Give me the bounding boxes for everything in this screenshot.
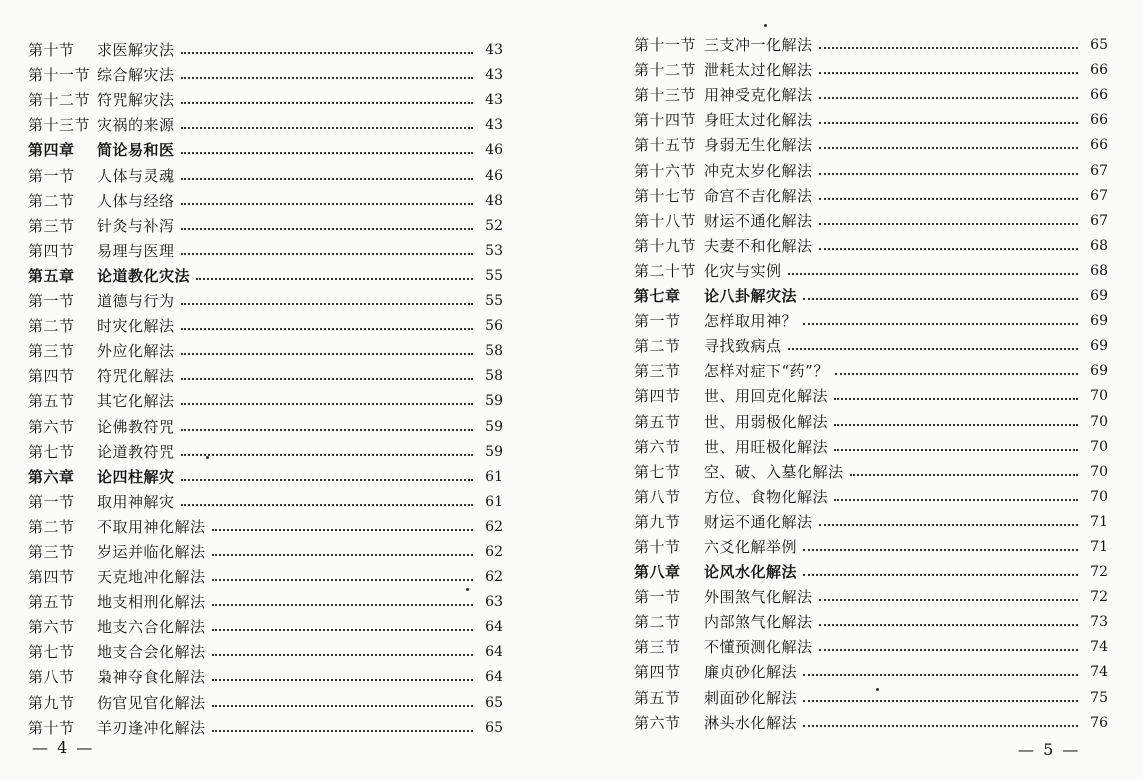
toc-section-label: 第四节 bbox=[28, 568, 75, 587]
toc-entry bbox=[634, 582, 1108, 607]
toc-entry bbox=[28, 160, 503, 185]
toc-page-number: 74 bbox=[1090, 639, 1108, 656]
scan-speck bbox=[764, 24, 767, 27]
toc-page-number: 46 bbox=[485, 167, 503, 184]
toc-page-number: 56 bbox=[485, 318, 503, 335]
toc-dot-leader bbox=[819, 147, 1078, 149]
toc-section-label: 第三节 bbox=[28, 216, 75, 235]
toc-dot-leader bbox=[788, 273, 1078, 275]
toc-section-label: 第二节 bbox=[634, 613, 681, 632]
toc-dot-leader bbox=[212, 529, 473, 531]
toc-dot-leader bbox=[181, 77, 473, 79]
toc-entry bbox=[28, 662, 503, 687]
toc-page-number: 65 bbox=[1090, 37, 1108, 54]
toc-entry-title: 其它化解法 bbox=[97, 392, 175, 411]
toc-page-number: 65 bbox=[485, 694, 503, 711]
toc-page-number: 43 bbox=[485, 42, 503, 59]
toc-entry-title: 论道教符咒 bbox=[97, 442, 175, 461]
toc-page-number: 69 bbox=[1090, 313, 1108, 330]
toc-section-label: 第七章 bbox=[634, 287, 681, 306]
toc-page-number: 66 bbox=[1090, 112, 1108, 129]
toc-section-label: 第一节 bbox=[634, 588, 681, 607]
toc-section-label: 第五节 bbox=[28, 392, 75, 411]
toc-entry-title: 化灾与实例 bbox=[704, 261, 782, 280]
toc-section-label: 第八节 bbox=[634, 487, 681, 506]
toc-page-number: 58 bbox=[485, 368, 503, 385]
toc-dot-leader bbox=[181, 253, 473, 255]
toc-entry bbox=[28, 85, 503, 110]
toc-dot-leader bbox=[819, 97, 1078, 99]
toc-dot-leader bbox=[212, 579, 473, 581]
toc-dot-leader bbox=[181, 127, 473, 129]
toc-dot-leader bbox=[181, 403, 473, 405]
toc-section-label: 第三节 bbox=[28, 342, 75, 361]
toc-entry-title: 三支冲一化解法 bbox=[704, 36, 813, 55]
toc-page-number: 48 bbox=[485, 192, 503, 209]
toc-page-number: 43 bbox=[485, 92, 503, 109]
toc-page-number: 61 bbox=[485, 493, 503, 510]
toc-entry-title: 刺面砂化解法 bbox=[704, 688, 798, 707]
toc-dot-leader bbox=[181, 178, 473, 180]
toc-section-label: 第十二节 bbox=[28, 91, 91, 110]
scan-speck bbox=[206, 456, 209, 459]
toc-entry-title: 身弱无生化解法 bbox=[704, 136, 813, 155]
toc-entry bbox=[634, 181, 1108, 206]
toc-entry-title: 符咒化解法 bbox=[97, 367, 175, 386]
toc-entry bbox=[634, 206, 1108, 231]
toc-entry-title: 外围煞气化解法 bbox=[704, 588, 813, 607]
toc-entry-title: 怎样取用神？ bbox=[704, 312, 798, 331]
toc-entry-title: 综合解灾法 bbox=[97, 66, 175, 85]
toc-entry-title: 世、用回克化解法 bbox=[704, 387, 829, 406]
toc-entry-title: 命宫不吉化解法 bbox=[704, 186, 813, 205]
toc-page-number: 68 bbox=[1090, 237, 1108, 254]
toc-dot-leader bbox=[181, 328, 473, 330]
toc-section-label: 第六节 bbox=[28, 618, 75, 637]
toc-section-label: 第五节 bbox=[28, 593, 75, 612]
toc-entry-title: 寻找致病点 bbox=[704, 337, 782, 356]
toc-dot-leader bbox=[819, 47, 1078, 49]
toc-entry-title: 方位、食物化解法 bbox=[704, 487, 829, 506]
toc-section-label: 第四章 bbox=[28, 141, 75, 160]
toc-page-number: 70 bbox=[1090, 438, 1108, 455]
right-page bbox=[634, 0, 1108, 780]
toc-page-number: 70 bbox=[1090, 413, 1108, 430]
toc-section-label: 第一节 bbox=[28, 492, 75, 511]
toc-section-label: 第七节 bbox=[28, 442, 75, 461]
toc-page-number: 53 bbox=[485, 242, 503, 259]
toc-entry bbox=[28, 361, 503, 386]
toc-page-number: 76 bbox=[1090, 714, 1108, 731]
toc-dot-leader bbox=[834, 398, 1078, 400]
toc-dot-leader bbox=[819, 649, 1078, 651]
toc-chapter-entry bbox=[634, 281, 1108, 306]
toc-section-label: 第十一节 bbox=[634, 36, 697, 55]
toc-page-number: 72 bbox=[1090, 589, 1108, 606]
toc-page-number: 43 bbox=[485, 67, 503, 84]
toc-dot-leader bbox=[181, 203, 473, 205]
toc-section-label: 第十节 bbox=[28, 41, 75, 60]
toc-page-number: 55 bbox=[485, 267, 503, 284]
toc-entry-title: 取用神解灾 bbox=[97, 492, 175, 511]
toc-section-label: 第五节 bbox=[634, 412, 681, 431]
left-page bbox=[28, 0, 503, 780]
toc-entry bbox=[634, 130, 1108, 155]
toc-page-number: 58 bbox=[485, 343, 503, 360]
toc-dot-leader bbox=[181, 454, 473, 456]
toc-page-number: 64 bbox=[485, 619, 503, 636]
toc-entry-title: 地支合会化解法 bbox=[97, 643, 206, 662]
toc-dot-leader bbox=[181, 102, 473, 104]
toc-page-number: 67 bbox=[1090, 187, 1108, 204]
toc-dot-leader bbox=[181, 152, 473, 154]
toc-dot-leader bbox=[850, 474, 1078, 476]
toc-dot-leader bbox=[834, 424, 1078, 426]
scan-speck bbox=[466, 588, 469, 591]
toc-entry bbox=[28, 186, 503, 211]
toc-section-label: 第十节 bbox=[28, 718, 75, 737]
toc-entry bbox=[28, 562, 503, 587]
toc-entry-title: 空、破、入墓化解法 bbox=[704, 462, 844, 481]
toc-entry bbox=[28, 286, 503, 311]
toc-page-number: 59 bbox=[485, 393, 503, 410]
toc-entry bbox=[28, 612, 503, 637]
toc-entry bbox=[634, 306, 1108, 331]
toc-entry bbox=[28, 587, 503, 612]
toc-page-number: 66 bbox=[1090, 62, 1108, 79]
toc-section-label: 第四节 bbox=[634, 387, 681, 406]
toc-dot-leader bbox=[819, 599, 1078, 601]
toc-entry bbox=[28, 687, 503, 712]
toc-section-label: 第七节 bbox=[634, 462, 681, 481]
toc-dot-leader bbox=[212, 629, 473, 631]
toc-entry bbox=[634, 331, 1108, 356]
toc-chapter-entry bbox=[634, 557, 1108, 582]
toc-dot-leader bbox=[181, 353, 473, 355]
toc-page-number: 75 bbox=[1090, 689, 1108, 706]
toc-section-label: 第七节 bbox=[28, 643, 75, 662]
toc-page-number: 67 bbox=[1090, 212, 1108, 229]
toc-page-number: 71 bbox=[1090, 538, 1108, 555]
toc-section-label: 第六节 bbox=[634, 713, 681, 732]
toc-entry-title: 天克地冲化解法 bbox=[97, 568, 206, 587]
toc-section-label: 第一节 bbox=[28, 166, 75, 185]
toc-entry-title: 财运不通化解法 bbox=[704, 512, 813, 531]
toc-section-label: 第十七节 bbox=[634, 186, 697, 205]
toc-dot-leader bbox=[819, 524, 1078, 526]
toc-entry bbox=[28, 386, 503, 411]
toc-section-label: 第五章 bbox=[28, 266, 75, 285]
toc-section-label: 第八章 bbox=[634, 563, 681, 582]
toc-page-number: 65 bbox=[485, 719, 503, 736]
toc-dot-leader bbox=[181, 479, 473, 481]
toc-entry-title: 身旺太过化解法 bbox=[704, 111, 813, 130]
toc-entry bbox=[28, 110, 503, 135]
toc-entry-title: 灾祸的来源 bbox=[97, 116, 175, 135]
toc-entry-title: 岁运并临化解法 bbox=[97, 542, 206, 561]
toc-entry-title: 地支相刑化解法 bbox=[97, 593, 206, 612]
toc-entry bbox=[634, 55, 1108, 80]
toc-dot-leader bbox=[834, 499, 1078, 501]
toc-dot-leader bbox=[819, 248, 1078, 250]
toc-entry-title: 内部煞气化解法 bbox=[704, 613, 813, 632]
toc-chapter-entry bbox=[28, 135, 503, 160]
toc-page-number: 52 bbox=[485, 217, 503, 234]
toc-page-number: 66 bbox=[1090, 87, 1108, 104]
toc-dot-leader bbox=[212, 679, 473, 681]
toc-dot-leader bbox=[181, 228, 473, 230]
toc-dot-leader bbox=[834, 449, 1078, 451]
toc-page-number: 70 bbox=[1090, 388, 1108, 405]
toc-entry-title: 时灾化解法 bbox=[97, 317, 175, 336]
toc-dot-leader bbox=[196, 278, 473, 280]
toc-entry-title: 论佛教符咒 bbox=[97, 417, 175, 436]
toc-entry bbox=[28, 411, 503, 436]
toc-section-label: 第二节 bbox=[28, 517, 75, 536]
toc-dot-leader bbox=[819, 223, 1078, 225]
toc-entry-title: 六爻化解举例 bbox=[704, 537, 798, 556]
toc-dot-leader bbox=[803, 725, 1078, 727]
toc-entry-title: 论八卦解灾法 bbox=[704, 287, 798, 306]
toc-entry-title: 符咒解灾法 bbox=[97, 91, 175, 110]
toc-entry bbox=[634, 80, 1108, 105]
toc-section-label: 第三节 bbox=[28, 542, 75, 561]
toc-section-label: 第五节 bbox=[634, 688, 681, 707]
toc-section-label: 第十一节 bbox=[28, 66, 91, 85]
toc-entry-title: 羊刃逢冲化解法 bbox=[97, 718, 206, 737]
toc-page-number: 69 bbox=[1090, 338, 1108, 355]
toc-entry-title: 财运不通化解法 bbox=[704, 211, 813, 230]
toc-entry-title: 外应化解法 bbox=[97, 342, 175, 361]
toc-section-label: 第六节 bbox=[634, 437, 681, 456]
toc-entry-title: 不取用神化解法 bbox=[97, 517, 206, 536]
page-number-right: — 5 — bbox=[1018, 740, 1081, 759]
toc-page-number: 74 bbox=[1090, 664, 1108, 681]
toc-entry bbox=[28, 713, 503, 738]
toc-entry bbox=[28, 60, 503, 85]
toc-entry bbox=[28, 211, 503, 236]
toc-entry bbox=[28, 637, 503, 662]
toc-section-label: 第十节 bbox=[634, 537, 681, 556]
toc-dot-leader bbox=[803, 700, 1078, 702]
toc-page-number: 63 bbox=[485, 594, 503, 611]
toc-entry bbox=[634, 406, 1108, 431]
toc-section-label: 第二节 bbox=[28, 317, 75, 336]
toc-page-number: 55 bbox=[485, 293, 503, 310]
toc-entry-title: 道德与行为 bbox=[97, 292, 175, 311]
toc-page-number: 64 bbox=[485, 644, 503, 661]
toc-entry bbox=[634, 607, 1108, 632]
toc-section-label: 第三节 bbox=[634, 638, 681, 657]
toc-dot-leader bbox=[819, 122, 1078, 124]
toc-dot-leader bbox=[212, 654, 473, 656]
toc-entry-title: 地支六合化解法 bbox=[97, 618, 206, 637]
toc-entry bbox=[634, 105, 1108, 130]
toc-page-number: 69 bbox=[1090, 288, 1108, 305]
toc-entry bbox=[634, 682, 1108, 707]
toc-entry-title: 论四柱解灾 bbox=[97, 467, 175, 486]
toc-entry-title: 冲克太岁化解法 bbox=[704, 161, 813, 180]
toc-dot-leader bbox=[181, 429, 473, 431]
toc-list-right bbox=[634, 30, 1108, 733]
toc-section-label: 第八节 bbox=[28, 668, 75, 687]
toc-entry bbox=[28, 336, 503, 361]
toc-dot-leader bbox=[181, 303, 473, 305]
toc-dot-leader bbox=[181, 378, 473, 380]
toc-dot-leader bbox=[819, 173, 1078, 175]
toc-section-label: 第二节 bbox=[28, 191, 75, 210]
toc-chapter-entry bbox=[28, 462, 503, 487]
toc-page-number: 43 bbox=[485, 117, 503, 134]
toc-entry bbox=[634, 482, 1108, 507]
toc-section-label: 第一节 bbox=[634, 312, 681, 331]
toc-section-label: 第十五节 bbox=[634, 136, 697, 155]
toc-dot-leader bbox=[819, 72, 1078, 74]
toc-section-label: 第三节 bbox=[634, 362, 681, 381]
toc-dot-leader bbox=[803, 298, 1078, 300]
toc-page-number: 62 bbox=[485, 518, 503, 535]
toc-section-label: 第一节 bbox=[28, 292, 75, 311]
toc-chapter-entry bbox=[28, 261, 503, 286]
toc-entry-title: 伤官见官化解法 bbox=[97, 693, 206, 712]
toc-entry bbox=[28, 236, 503, 261]
toc-entry-title: 泄耗太过化解法 bbox=[704, 61, 813, 80]
toc-section-label: 第六章 bbox=[28, 467, 75, 486]
toc-dot-leader bbox=[803, 549, 1078, 551]
toc-section-label: 第十三节 bbox=[634, 86, 697, 105]
toc-entry bbox=[28, 537, 503, 562]
toc-entry bbox=[28, 487, 503, 512]
toc-dot-leader bbox=[819, 198, 1078, 200]
toc-entry-title: 人体与灵魂 bbox=[97, 166, 175, 185]
toc-page-number: 46 bbox=[485, 142, 503, 159]
toc-dot-leader bbox=[212, 730, 473, 732]
toc-entry-title: 世、用弱极化解法 bbox=[704, 412, 829, 431]
toc-page-number: 70 bbox=[1090, 463, 1108, 480]
toc-entry bbox=[634, 657, 1108, 682]
toc-entry bbox=[634, 532, 1108, 557]
toc-entry bbox=[28, 35, 503, 60]
toc-section-label: 第四节 bbox=[28, 367, 75, 386]
toc-list-left bbox=[28, 35, 503, 738]
toc-entry-title: 针灸与补泻 bbox=[97, 216, 175, 235]
toc-entry-title: 论风水化解法 bbox=[704, 563, 798, 582]
toc-section-label: 第二十节 bbox=[634, 261, 697, 280]
toc-section-label: 第四节 bbox=[634, 663, 681, 682]
toc-dot-leader bbox=[803, 323, 1078, 325]
toc-entry-title: 淋头水化解法 bbox=[704, 713, 798, 732]
toc-entry-title: 论道教化灾法 bbox=[97, 266, 191, 285]
toc-entry-title: 夫妻不和化解法 bbox=[704, 236, 813, 255]
toc-entry bbox=[634, 231, 1108, 256]
toc-entry-title: 简论易和医 bbox=[97, 141, 175, 160]
toc-section-label: 第九节 bbox=[634, 512, 681, 531]
toc-dot-leader bbox=[835, 373, 1078, 375]
toc-dot-leader bbox=[181, 52, 473, 54]
toc-entry-title: 廉贞砂化解法 bbox=[704, 663, 798, 682]
toc-page-number: 66 bbox=[1090, 137, 1108, 154]
toc-section-label: 第十九节 bbox=[634, 236, 697, 255]
toc-page-number: 71 bbox=[1090, 513, 1108, 530]
toc-entry bbox=[634, 457, 1108, 482]
toc-entry bbox=[634, 256, 1108, 281]
toc-page-number: 59 bbox=[485, 418, 503, 435]
toc-dot-leader bbox=[788, 348, 1078, 350]
toc-entry bbox=[634, 708, 1108, 733]
toc-entry-title: 怎样对症下“药”？ bbox=[704, 362, 829, 381]
toc-page-number: 64 bbox=[485, 669, 503, 686]
toc-section-label: 第九节 bbox=[28, 693, 75, 712]
toc-page-number: 61 bbox=[485, 468, 503, 485]
toc-page-number: 73 bbox=[1090, 614, 1108, 631]
toc-entry bbox=[634, 381, 1108, 406]
toc-section-label: 第四节 bbox=[28, 241, 75, 260]
toc-dot-leader bbox=[803, 574, 1078, 576]
toc-section-label: 第十二节 bbox=[634, 61, 697, 80]
toc-entry-title: 人体与经络 bbox=[97, 191, 175, 210]
toc-entry bbox=[634, 632, 1108, 657]
toc-entry-title: 求医解灾法 bbox=[97, 41, 175, 60]
toc-dot-leader bbox=[181, 504, 473, 506]
toc-page-number: 62 bbox=[485, 543, 503, 560]
page-number-left: — 4 — bbox=[32, 738, 95, 757]
toc-page-number: 67 bbox=[1090, 162, 1108, 179]
toc-entry bbox=[28, 512, 503, 537]
toc-entry bbox=[28, 437, 503, 462]
toc-section-label: 第十三节 bbox=[28, 116, 91, 135]
toc-dot-leader bbox=[212, 554, 473, 556]
toc-page-number: 72 bbox=[1090, 564, 1108, 581]
toc-dot-leader bbox=[212, 604, 473, 606]
toc-section-label: 第二节 bbox=[634, 337, 681, 356]
toc-entry bbox=[634, 30, 1108, 55]
toc-entry bbox=[634, 432, 1108, 457]
toc-section-label: 第十八节 bbox=[634, 211, 697, 230]
toc-page-number: 59 bbox=[485, 443, 503, 460]
toc-entry-title: 不懂预测化解法 bbox=[704, 638, 813, 657]
toc-section-label: 第十六节 bbox=[634, 161, 697, 180]
toc-page-number: 68 bbox=[1090, 262, 1108, 279]
toc-dot-leader bbox=[212, 705, 473, 707]
toc-entry-title: 世、用旺极化解法 bbox=[704, 437, 829, 456]
toc-page-number: 62 bbox=[485, 569, 503, 586]
toc-entry bbox=[634, 155, 1108, 180]
toc-section-label: 第六节 bbox=[28, 417, 75, 436]
toc-dot-leader bbox=[819, 624, 1078, 626]
toc-entry bbox=[28, 311, 503, 336]
toc-entry bbox=[634, 507, 1108, 532]
toc-entry-title: 易理与医理 bbox=[97, 241, 175, 260]
scan-speck bbox=[876, 688, 879, 691]
toc-page-number: 70 bbox=[1090, 488, 1108, 505]
toc-entry-title: 枭神夺食化解法 bbox=[97, 668, 206, 687]
toc-entry-title: 用神受克化解法 bbox=[704, 86, 813, 105]
toc-page-number: 69 bbox=[1090, 363, 1108, 380]
toc-entry bbox=[634, 356, 1108, 381]
toc-dot-leader bbox=[803, 674, 1078, 676]
toc-section-label: 第十四节 bbox=[634, 111, 697, 130]
